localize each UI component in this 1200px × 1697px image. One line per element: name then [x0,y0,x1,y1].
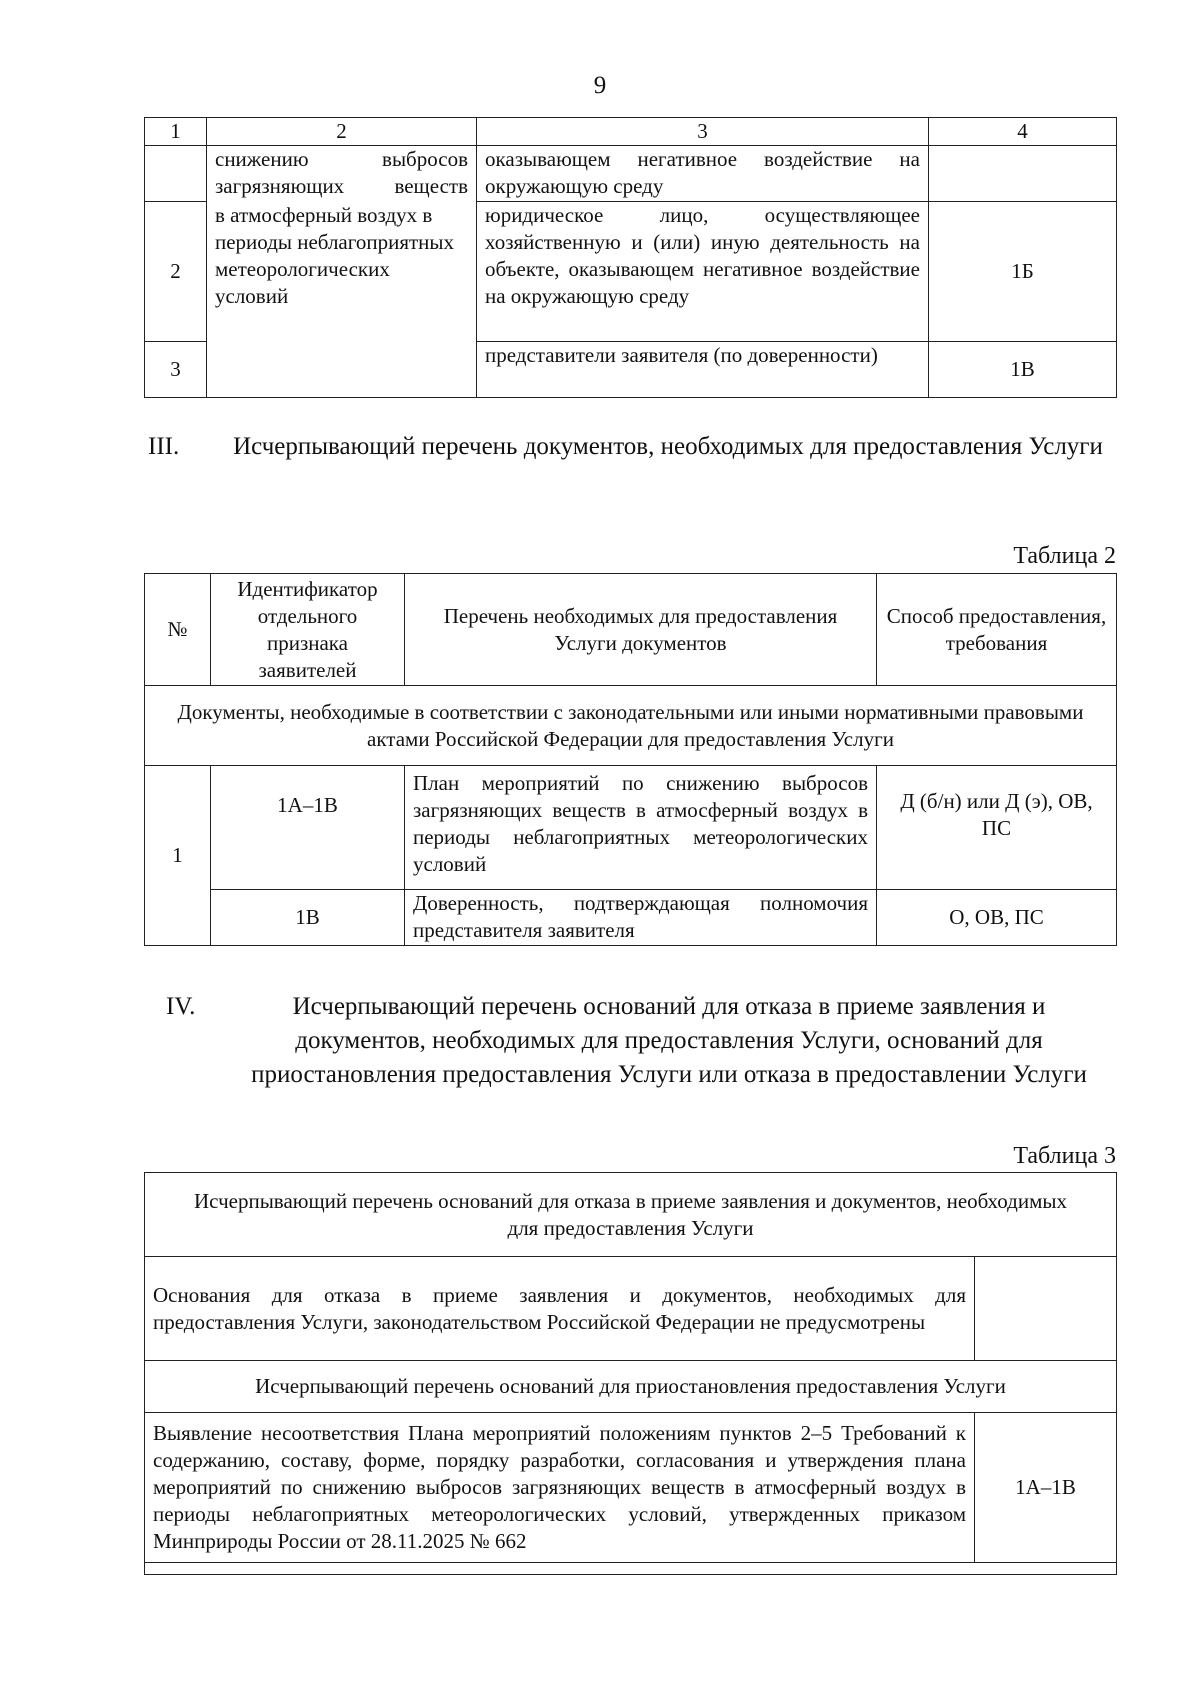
code-cell: 1Б [929,202,1117,342]
method-cell: Д (б/н) или Д (э), ОВ, ПС [877,766,1117,890]
document-cell: План мероприятий по снижению выбросов загрязняющих веществ в атмосферный воздух в периоды неблагоприятных метеорологических условий [405,766,877,890]
header-cell: № [145,574,211,686]
suspension-text-cell: Выявление несоответствия Плана мероприятий положениям пунктов 2–5 Требований к содержанию, составу, форме, порядку разработки, согласования и утверждения плана мероприятий по снижению выбросов загрязняющих веществ в атмосферный воздух в периоды неблагоприятных метеорологических условий, утвержденных приказом Минприроды России от 28.11.2025 № 662 [145,1413,975,1563]
documents-table [144,573,1117,946]
section-number: III. [148,433,180,460]
header-cell: Способ предоставления, требования [877,574,1117,686]
section-number: IV. [166,993,196,1020]
table-caption: Таблица 2 [1013,543,1116,569]
table-row [145,890,1117,946]
header-cell: 3 [477,118,929,146]
num-cell: 1 [145,766,211,946]
section-title: Исчерпывающий перечень документов, необходимых для предоставления Услуги [233,433,1103,460]
num-cell [145,146,207,202]
num-cell: 3 [145,342,207,398]
document-cell: Доверенность, подтверждающая полномочия представителя заявителя [405,890,877,946]
group-row [145,686,1117,766]
section-heading-4 [166,990,1100,1092]
table-row [145,766,1117,890]
group-title-cell: Документы, необходимые в соответствии с законодательными или иными нормативными правовыми актами Российской Федерации для предоставления Услуги [145,686,1117,766]
id-cell: 1В [211,890,405,946]
section-heading-3 [148,430,1116,464]
table-header-row [145,1173,1117,1257]
grounds-table [144,1172,1117,1575]
table-header-row [145,1361,1117,1413]
page-number: 9 [593,72,607,99]
table-header-row [145,118,1117,146]
id-cell: 1А–1В [211,766,405,890]
suspension-header-cell: Исчерпывающий перечень оснований для приостановления предоставления Услуги [145,1361,1117,1413]
applicant-cell: юридическое лицо, осуществляющее хозяйственную и (или) иную деятельность на объекте, оказывающем негативное воздействие на окружающую среду [477,202,929,342]
table-caption: Таблица 3 [1013,1143,1116,1169]
header-cell: 2 [207,118,477,146]
method-cell: О, ОВ, ПС [877,890,1117,946]
refusal-text-cell: Основания для отказа в приеме заявления и документов, необходимых для предоставления Услуги, законодательством Российской Федерации не предусмотрены [145,1257,975,1361]
num-cell: 2 [145,202,207,342]
applicant-cell: представители заявителя (по доверенности) [477,342,929,398]
table-row [145,1413,1117,1563]
header-cell: Перечень необходимых для предоставления Услуги документов [405,574,877,686]
empty-cell [145,1563,1117,1575]
table-header-row [145,574,1117,686]
code-cell [929,146,1117,202]
result-cell-top: снижению выбросов загрязняющих веществ [207,146,477,202]
table-row [145,202,1117,342]
result-cell: в атмосферный воздух в периоды неблагоприятных метеорологических условий [207,202,477,398]
applicants-table [144,117,1117,398]
refusal-header-cell: Исчерпывающий перечень оснований для отказа в приеме заявления и документов, необходимых для предоставления Услуги [145,1173,1117,1257]
applicant-cell: оказывающем негативное воздействие на окружающую среду [477,146,929,202]
table-row [145,1257,1117,1361]
table-row [145,1563,1117,1575]
section-title: Исчерпывающий перечень оснований для отказа в приеме заявления и документов, необходимых для предоставления Услуги, оснований для приостановления предоставления Услуги или отказа в предоставлении Услуги [251,993,1087,1088]
table-row [145,146,1117,202]
header-cell: Идентификатор отдельного признака заявителей [211,574,405,686]
code-cell: 1В [929,342,1117,398]
header-cell: 1 [145,118,207,146]
code-cell: 1А–1В [975,1413,1117,1563]
header-cell: 4 [929,118,1117,146]
code-cell [975,1257,1117,1361]
